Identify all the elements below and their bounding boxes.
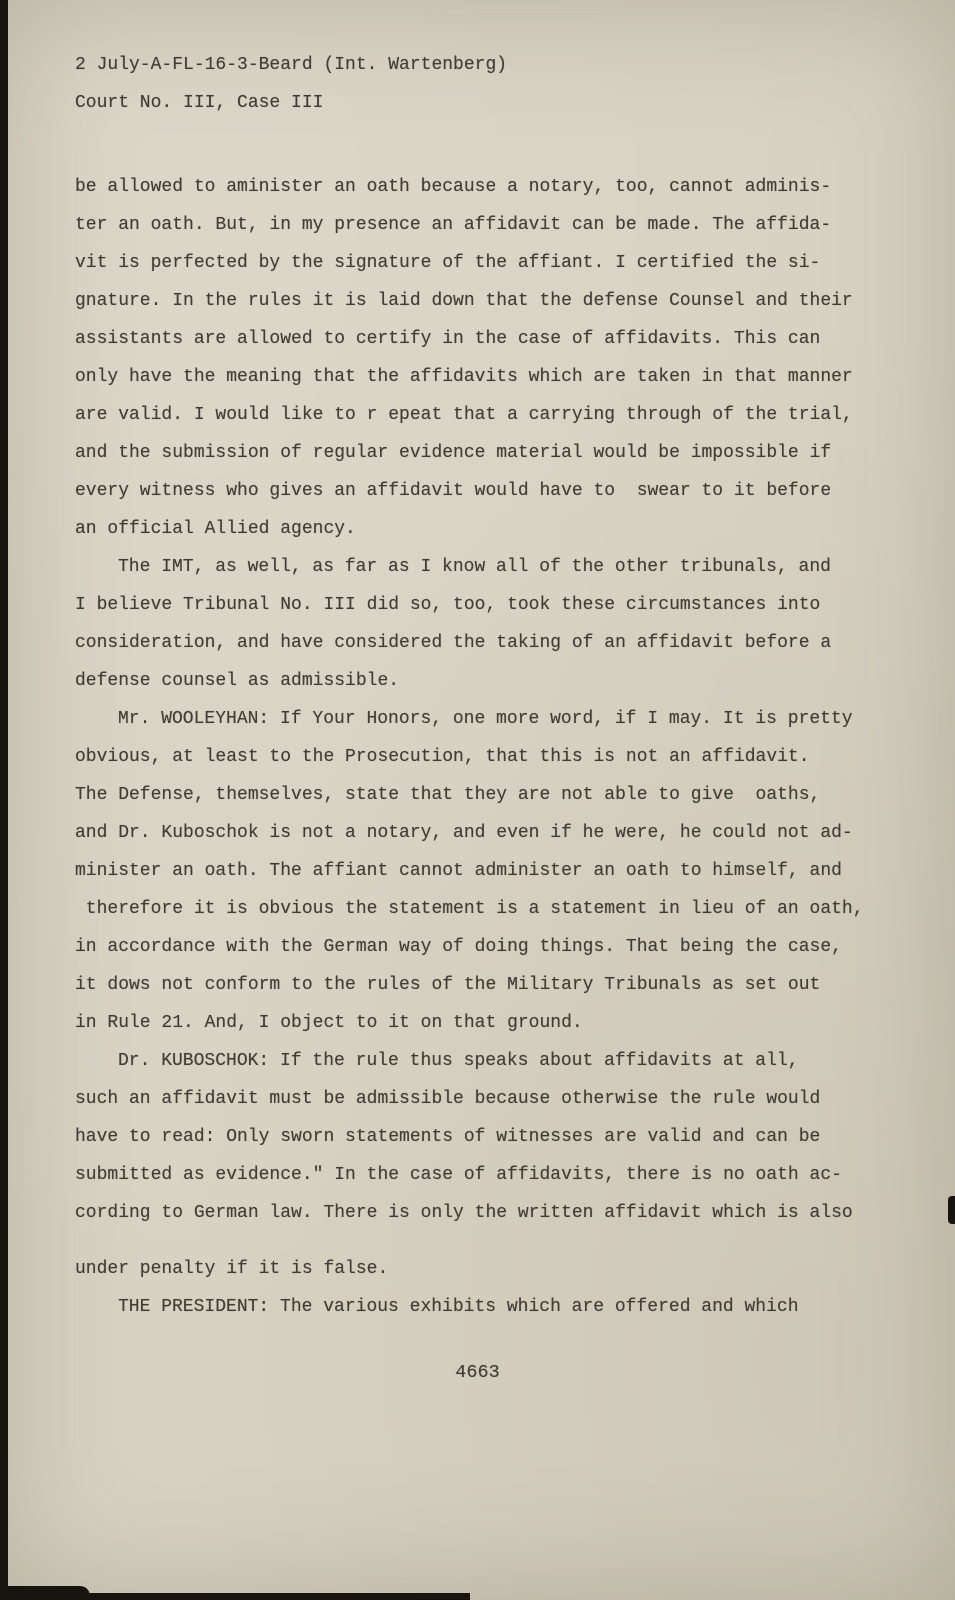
text-line: consideration, and have considered the taking of an affidavit before a (75, 633, 832, 653)
text-line: The IMT, as well, as far as I know all of the other tribunals, and (118, 557, 831, 577)
text-line: defense counsel as admissible. (75, 671, 400, 691)
text-line: minister an oath. The affiant cannot administer an oath to himself, and (75, 861, 842, 881)
paragraph (75, 168, 885, 548)
text-line: every witness who gives an affidavit would have to swear to it before (75, 481, 832, 501)
text-line: therefore it is obvious the statement is a statement in lieu of an oath, (75, 899, 864, 919)
text-line: have to read: Only sworn statements of witnesses are valid and can be (75, 1127, 821, 1147)
scan-edge-left (0, 0, 8, 1600)
text-line: are valid. I would like to r epeat that a carrying through of the trial, (75, 405, 853, 425)
paragraph (75, 1250, 885, 1288)
text-line: The Defense, themselves, state that they are not able to give oaths, (75, 785, 821, 805)
paragraph (75, 1288, 885, 1326)
page-content (75, 46, 885, 1326)
text-line: and Dr. Kuboschok is not a notary, and even if he were, he could not ad- (75, 823, 853, 843)
text-line: an official Allied agency. (75, 519, 356, 539)
header-line-reference: 2 July-A-FL-16-3-Beard (Int. Wartenberg) (75, 55, 508, 75)
text-line: in Rule 21. And, I object to it on that ground. (75, 1013, 583, 1033)
header-line-court: Court No. III, Case III (75, 93, 324, 113)
paragraph (75, 548, 885, 700)
scan-artifact-right (948, 1196, 955, 1224)
document-body (75, 168, 885, 1326)
text-line: and the submission of regular evidence material would be impossible if (75, 443, 832, 463)
text-line: I believe Tribunal No. III did so, too, took these circumstances into (75, 595, 821, 615)
text-line: Mr. WOOLEYHAN: If Your Honors, one more word, if I may. It is pretty (118, 709, 853, 729)
text-line: under penalty if it is false. (75, 1259, 389, 1279)
text-line: it dows not conform to the rules of the Military Tribunals as set out (75, 975, 821, 995)
text-line: submitted as evidence." In the case of affidavits, there is no oath ac- (75, 1165, 842, 1185)
text-line: THE PRESIDENT: The various exhibits which are offered and which (118, 1297, 799, 1317)
paragraph (75, 700, 885, 1042)
text-line: only have the meaning that the affidavits which are taken in that manner (75, 367, 853, 387)
page-number: 4663 (455, 1362, 500, 1383)
text-line: be allowed to aminister an oath because a notary, too, cannot adminis- (75, 177, 832, 197)
text-line: obvious, at least to the Prosecution, that this is not an affidavit. (75, 747, 810, 767)
paragraph (75, 1042, 885, 1232)
text-line: ter an oath. But, in my presence an affidavit can be made. The affida- (75, 215, 832, 235)
text-line: in accordance with the German way of doing things. That being the case, (75, 937, 842, 957)
text-line: cording to German law. There is only the written affidavit which is also (75, 1203, 853, 1223)
document-header (75, 46, 885, 122)
text-line: vit is perfected by the signature of the affiant. I certified the si- (75, 253, 821, 273)
scan-edge-corner (0, 1586, 90, 1600)
text-line: gnature. In the rules it is laid down that the defense Counsel and their (75, 291, 853, 311)
text-line: assistants are allowed to certify in the case of affidavits. This can (75, 329, 821, 349)
text-line: such an affidavit must be admissible because otherwise the rule would (75, 1089, 821, 1109)
text-line: Dr. KUBOSCHOK: If the rule thus speaks about affidavits at all, (118, 1051, 799, 1071)
